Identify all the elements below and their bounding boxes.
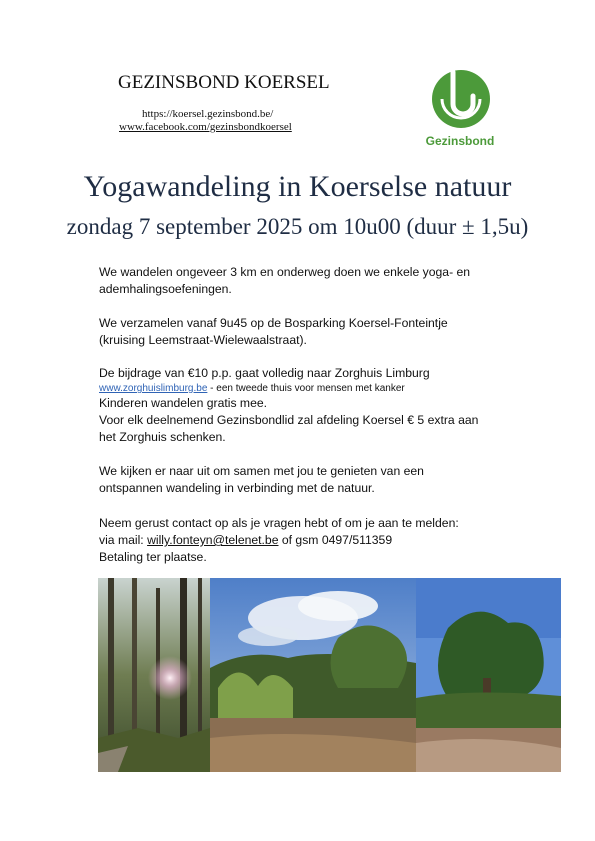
- org-name: GEZINSBOND KOERSEL: [118, 72, 330, 93]
- contribution-paragraph: [99, 365, 519, 446]
- text-line: We verzamelen vanaf 9u45 op de Bosparking Koersel-Fonteintje: [99, 316, 448, 330]
- intro-paragraph: [99, 264, 519, 298]
- nature-photo-collage: [98, 578, 561, 772]
- text-line: We kijken er naar uit om samen met jou te genieten van een: [99, 464, 424, 478]
- website-link[interactable]: https://koersel.gezinsbond.be/: [142, 108, 274, 120]
- zorghuis-line: [99, 382, 519, 395]
- logo-label: Gezinsbond: [425, 134, 495, 148]
- phone-text: of gsm 0497/511359: [278, 533, 393, 547]
- text-line: Betaling ter plaatse.: [99, 550, 207, 564]
- email-link[interactable]: willy.fonteyn@telenet.be: [147, 533, 279, 547]
- text-line: Kinderen wandelen gratis mee.: [99, 396, 268, 410]
- zorghuis-link[interactable]: www.zorghuislimburg.be: [99, 383, 208, 394]
- contact-prefix: via mail:: [99, 533, 148, 547]
- contact-line: [99, 532, 519, 549]
- contact-paragraph: [99, 515, 519, 566]
- page-title: Yogawandeling in Koerselse natuur: [83, 170, 512, 203]
- event-date: zondag 7 september 2025 om 10u00 (duur ± 1,5u): [66, 214, 529, 239]
- text-line: (kruising Leemstraat-Wielewaalstraat).: [99, 333, 307, 347]
- text-line: ontspannen wandeling in verbinding met de natuur.: [99, 481, 375, 495]
- text-line: We wandelen ongeveer 3 km en onderweg doen we enkele yoga- en: [99, 265, 471, 279]
- text-line: De bijdrage van €10 p.p. gaat volledig naar Zorghuis Limburg: [99, 366, 430, 380]
- text-line: het Zorghuis schenken.: [99, 430, 226, 444]
- text-line: Neem gerust contact op als je vragen hebt of om je aan te melden:: [99, 516, 459, 530]
- outro-paragraph: [99, 463, 519, 497]
- text-line: Voor elk deelnemend Gezinsbondlid zal afdeling Koersel € 5 extra aan: [99, 413, 479, 427]
- zorghuis-description: - een tweede thuis voor mensen met kanker: [207, 383, 405, 394]
- facebook-link[interactable]: www.facebook.com/gezinsbondkoersel: [119, 121, 292, 133]
- meeting-paragraph: [99, 315, 519, 349]
- text-line: ademhalingsoefeningen.: [99, 282, 232, 296]
